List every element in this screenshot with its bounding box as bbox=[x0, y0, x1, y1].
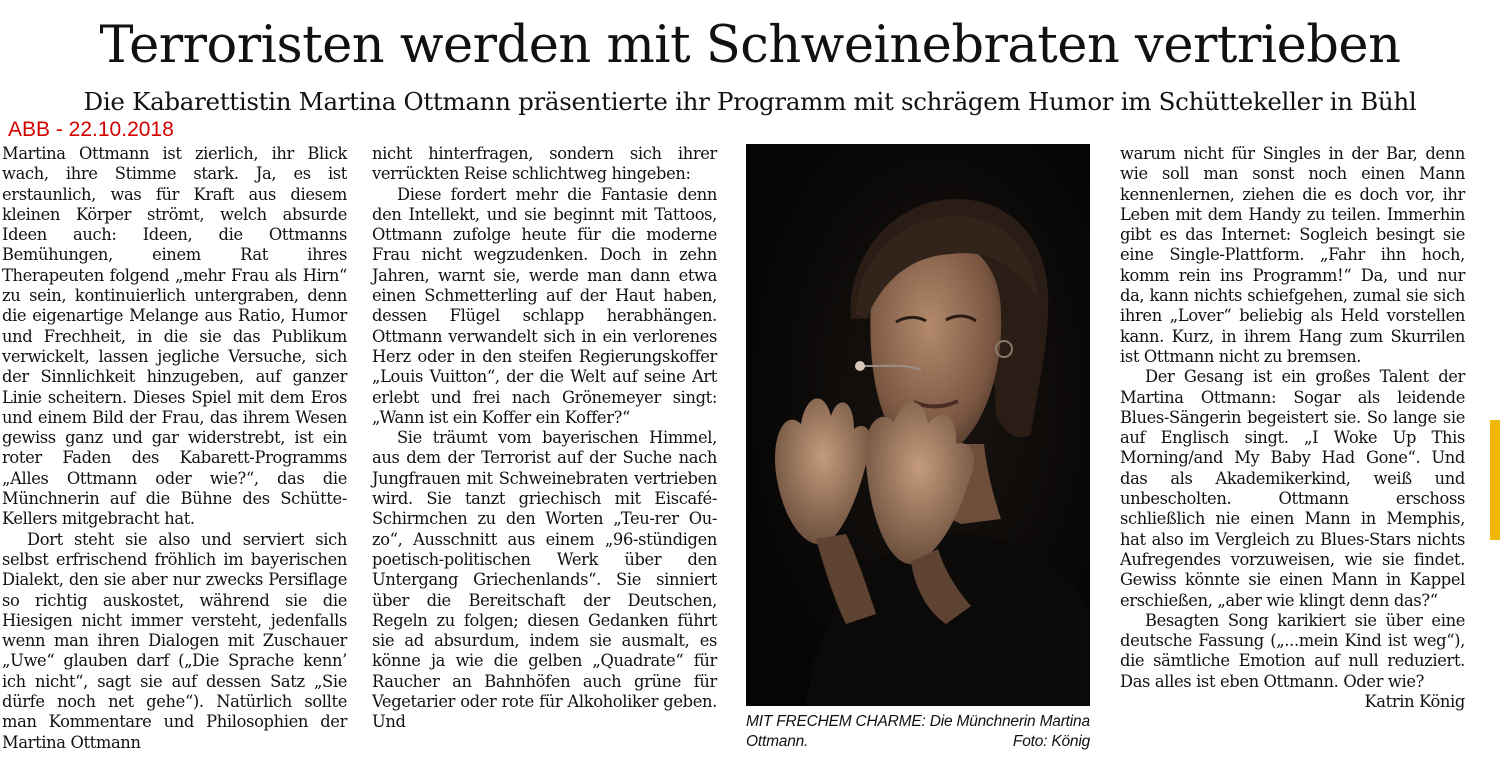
paragraph: Dort steht sie also und serviert sich selbst erfrischend fröhlich im bayerischen Dialekt, den sie aber nur zwecks Persiflage so richtig auskostet, während sie die Hiesigen nicht immer versteht, jedenfalls wenn man ihren Dialogen mit Zuschauer „Uwe“ glauben darf („Die Sprache kenn’ ich nicht“, sagt sie auf dessen Satz „Sie dürfe noch net gehe“). Natürlich sollte man Kommentare und Philosophien der Martina Ottmann bbox=[2, 529, 347, 752]
paragraph: Besagten Song karikiert sie über eine deutsche Fassung („...mein Kind ist weg“), die sämtliche Emotion auf null reduziert. Das alles ist eben Ottmann. Oder wie? bbox=[1120, 610, 1465, 691]
paragraph: nicht hinterfragen, sondern sich ihrer verrückten Reise schlichtweg hingeben: bbox=[372, 144, 717, 184]
article-column-3 bbox=[1120, 144, 1465, 712]
paragraph: Martina Ottmann ist zierlich, ihr Blick wach, ihre Stimme stark. Ja, es ist erstaunlich, was für Kraft aus diesem kleinen Körper strömt, welch absurde Ideen auch: Ideen, die Ottmanns Bemühungen, einem Rat ihres Therapeuten folgend „mehr Frau als Hirn“ zu sein, kontinuierlich untergraben, denn die eigenartige Melange aus Ratio, Humor und Frechheit, in die sie das Publikum verwickelt, lassen jegliche Versuche, sich der Sinnlichkeit hinzugeben, auf ganzer Linie scheitern. Dieses Spiel mit dem Eros und einem Bild der Frau, das ihrem Wesen gewiss ganz und gar widerstrebt, ist ein roter Faden des Kabarett-Programms „Alles Ottmann oder wie?“, das die Münchnerin auf die Bühne des Schütte-Kellers mitgebracht hat. bbox=[2, 144, 347, 529]
page-edge-marker bbox=[1490, 420, 1500, 540]
photo-credit: Foto: König bbox=[1012, 733, 1090, 750]
photo-caption-text: MIT FRECHEM CHARME: Die Münchnerin Martina Ottmann. bbox=[746, 713, 1090, 750]
paragraph: Der Gesang ist ein großes Talent der Martina Ottmann: Sogar als leidende Blues-Sängerin begeistert sie. So lange sie auf Englisch singt. „I Woke Up This Morning/and My Baby Had Gone“. Und das als Akademikerkind, weiß und unbescholten. Ottmann erschoss schließlich nie einen Mann in Memphis, hat also im Vergleich zu Blues-Stars nichts Aufregendes vorzuweisen, wie sie findet. Gewiss könnte sie einen Mann in Kappel erschießen, „aber wie klingt denn das?“ bbox=[1120, 367, 1465, 610]
headline: Terroristen werden mit Schweinebraten vertrieben bbox=[99, 16, 1401, 75]
source-date-stamp: ABB - 22.10.2018 bbox=[8, 118, 174, 141]
paragraph: Diese fordert mehr die Fantasie denn den Intellekt, und sie beginnt mit Tattoos, Ottmann zufolge heute für die moderne Frau nicht wegzudenken. Doch in zehn Jahren, warnt sie, werde man dann etwa einen Schmetterling auf der Haut haben, dessen Flügel schlapp herabhängen. Ottmann verwandelt sich in ein verlorenes Herz oder in den steifen Regierungskoffer „Louis Vuitton“, der die Welt auf seine Art erlebt und frei nach Grönemeyer singt: „Wann ist ein Koffer ein Koffer?“ bbox=[372, 184, 717, 427]
paragraph: Sie träumt vom bayerischen Himmel, aus dem der Terrorist auf der Suche nach Jungfrauen mit Schweinebraten vertrieben wird. Sie tanzt griechisch mit Eiscafé-Schirmchen zu den Worten „Teu-rer Ou-zo“, Ausschnitt aus einem „96-stündigen poetisch-politischen Werk über den Untergang Griechenlands“. Sie sinniert über die Bereitschaft der Deutschen, Regeln zu folgen; diesen Gedanken führt sie ad absurdum, indem sie ausmalt, es könne ja wie die gelben „Quadrate“ für Raucher an Bahnhöfen auch grüne für Vegetarier oder rote für Alkoholiker geben. Und bbox=[372, 428, 717, 732]
article-column-1 bbox=[2, 144, 347, 753]
performer-photo-illustration bbox=[746, 144, 1090, 706]
article-column-2 bbox=[372, 144, 717, 733]
photo-caption bbox=[746, 712, 1090, 752]
performer-photo bbox=[746, 144, 1090, 706]
author-byline: Katrin König bbox=[1364, 692, 1465, 712]
paragraph: warum nicht für Singles in der Bar, denn wie soll man sonst noch einen Mann kennenlernen, ziehen die es doch vor, ihr Leben mit dem Handy zu teilen. Immerhin gibt es das Internet: Sogleich besingt sie eine Single-Plattform. „Fahr ihn hoch, komm rein ins Programm!“ Da, und nur da, kann nichts schiefgehen, zumal sie sich ihren „Lover“ beliebig als Held vorstellen kann. Kurz, in ihrem Hang zum Skurrilen ist Ottmann nicht zu bremsen. bbox=[1120, 144, 1465, 366]
subheadline: Die Kabarettistin Martina Ottmann präsentierte ihr Programm mit schrägem Humor im Schüttekeller in Bühl bbox=[83, 87, 1417, 116]
